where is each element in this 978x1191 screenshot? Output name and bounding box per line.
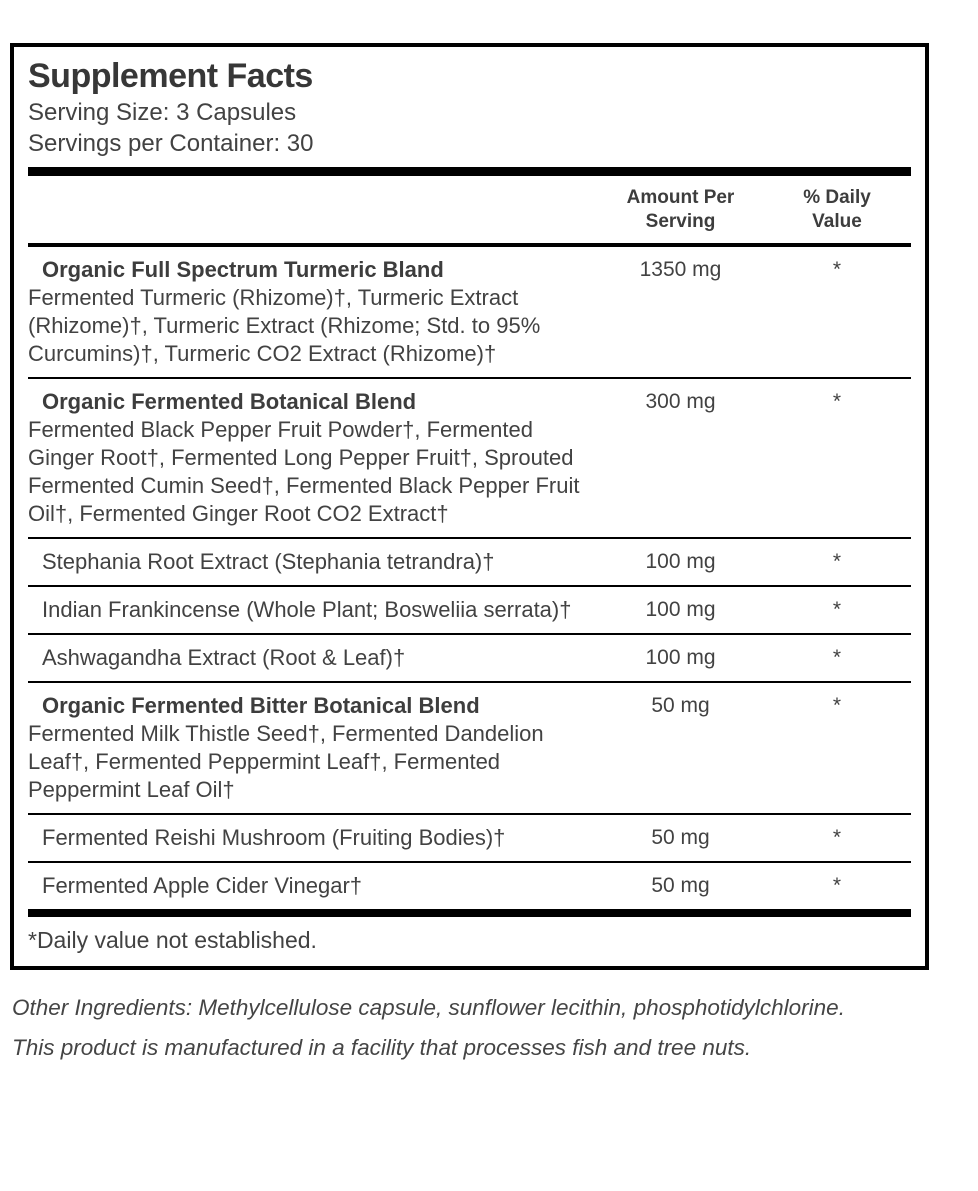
ingredient-name-cell bbox=[28, 388, 598, 528]
ingredient-name-cell bbox=[28, 256, 598, 368]
ingredient-name-cell bbox=[28, 596, 598, 624]
ingredient-amount: 100 mg bbox=[645, 646, 716, 669]
ingredient-row bbox=[28, 635, 911, 683]
ingredient-name-cell bbox=[28, 692, 598, 804]
ingredient-row bbox=[28, 815, 911, 863]
ingredient-row bbox=[28, 247, 911, 379]
ingredient-name: Organic Fermented Botanical Blend bbox=[42, 389, 417, 414]
ingredient-amount: 50 mg bbox=[651, 874, 710, 897]
serving-size: Serving Size: 3 Capsules bbox=[28, 99, 297, 126]
panel-header bbox=[14, 47, 925, 167]
ingredient-amount: 300 mg bbox=[645, 390, 716, 413]
percent-daily-value-label: % Daily Value bbox=[803, 187, 871, 232]
ingredient-name: Indian Frankincense (Whole Plant; Bosweliia serrata)† bbox=[42, 597, 572, 622]
ingredient-name-cell bbox=[28, 644, 598, 672]
ingredient-row bbox=[28, 539, 911, 587]
ingredient-name: Organic Full Spectrum Turmeric Bland bbox=[42, 257, 444, 282]
ingredient-row bbox=[28, 587, 911, 635]
amount-per-serving-label: Amount Per Serving bbox=[626, 187, 735, 232]
footer-notes bbox=[12, 994, 978, 1061]
ingredient-name-cell bbox=[28, 824, 598, 852]
ingredient-daily-value: * bbox=[832, 550, 842, 573]
ingredient-amount: 50 mg bbox=[651, 694, 710, 717]
column-header-amount bbox=[598, 186, 763, 234]
column-header-daily-value bbox=[763, 186, 911, 234]
panel-title: Supplement Facts bbox=[28, 57, 313, 95]
ingredient-amount: 1350 mg bbox=[639, 258, 722, 281]
column-headers bbox=[28, 176, 911, 243]
header-divider-bar bbox=[28, 167, 911, 176]
ingredient-row bbox=[28, 863, 911, 909]
ingredient-description: Fermented Black Pepper Fruit Powder†, Fermented Ginger Root†, Fermented Long Pepper Fruit†, Sprouted Fermented Cumin Seed†, Fermented Black Pepper Fruit Oil†, Fermented Ginger Root CO2 Extract† bbox=[28, 417, 580, 526]
footnote-divider-bar bbox=[28, 909, 911, 917]
ingredient-name: Stephania Root Extract (Stephania tetrandra)† bbox=[42, 549, 495, 574]
ingredient-amount: 50 mg bbox=[651, 826, 710, 849]
ingredient-description: Fermented Milk Thistle Seed†, Fermented Dandelion Leaf†, Fermented Peppermint Leaf†, Fermented Peppermint Leaf Oil† bbox=[28, 721, 544, 802]
servings-per-container: Servings per Container: 30 bbox=[28, 130, 314, 157]
ingredient-name-cell bbox=[28, 548, 598, 576]
ingredient-row bbox=[28, 379, 911, 539]
ingredient-daily-value: * bbox=[832, 694, 842, 717]
allergen-notice: This product is manufactured in a facility that processes fish and tree nuts. bbox=[12, 1035, 752, 1060]
column-header-spacer bbox=[28, 186, 598, 234]
ingredient-rows bbox=[28, 247, 911, 909]
ingredient-daily-value: * bbox=[832, 598, 842, 621]
ingredient-name: Ashwagandha Extract (Root & Leaf)† bbox=[42, 645, 406, 670]
ingredient-daily-value: * bbox=[832, 646, 842, 669]
ingredient-amount: 100 mg bbox=[645, 598, 716, 621]
ingredient-name: Fermented Apple Cider Vinegar† bbox=[42, 873, 363, 898]
ingredient-amount: 100 mg bbox=[645, 550, 716, 573]
ingredient-name-cell bbox=[28, 872, 598, 900]
ingredient-daily-value: * bbox=[832, 826, 842, 849]
ingredient-name: Organic Fermented Bitter Botanical Blend bbox=[42, 693, 480, 718]
ingredient-daily-value: * bbox=[832, 390, 842, 413]
supplement-facts-panel bbox=[10, 43, 929, 970]
ingredient-description: Fermented Turmeric (Rhizome)†, Turmeric Extract (Rhizome)†, Turmeric Extract (Rhizome; Std. to 95% Curcumins)†, Turmeric CO2 Extract (Rhizome)† bbox=[28, 285, 541, 366]
ingredient-daily-value: * bbox=[832, 258, 842, 281]
ingredient-name: Fermented Reishi Mushroom (Fruiting Bodies)† bbox=[42, 825, 506, 850]
daily-value-footnote: *Daily value not established. bbox=[28, 927, 317, 953]
ingredient-daily-value: * bbox=[832, 874, 842, 897]
other-ingredients-note: Other Ingredients: Methylcellulose capsule, sunflower lecithin, phosphotidylchlorine. bbox=[12, 995, 845, 1020]
ingredient-row bbox=[28, 683, 911, 815]
